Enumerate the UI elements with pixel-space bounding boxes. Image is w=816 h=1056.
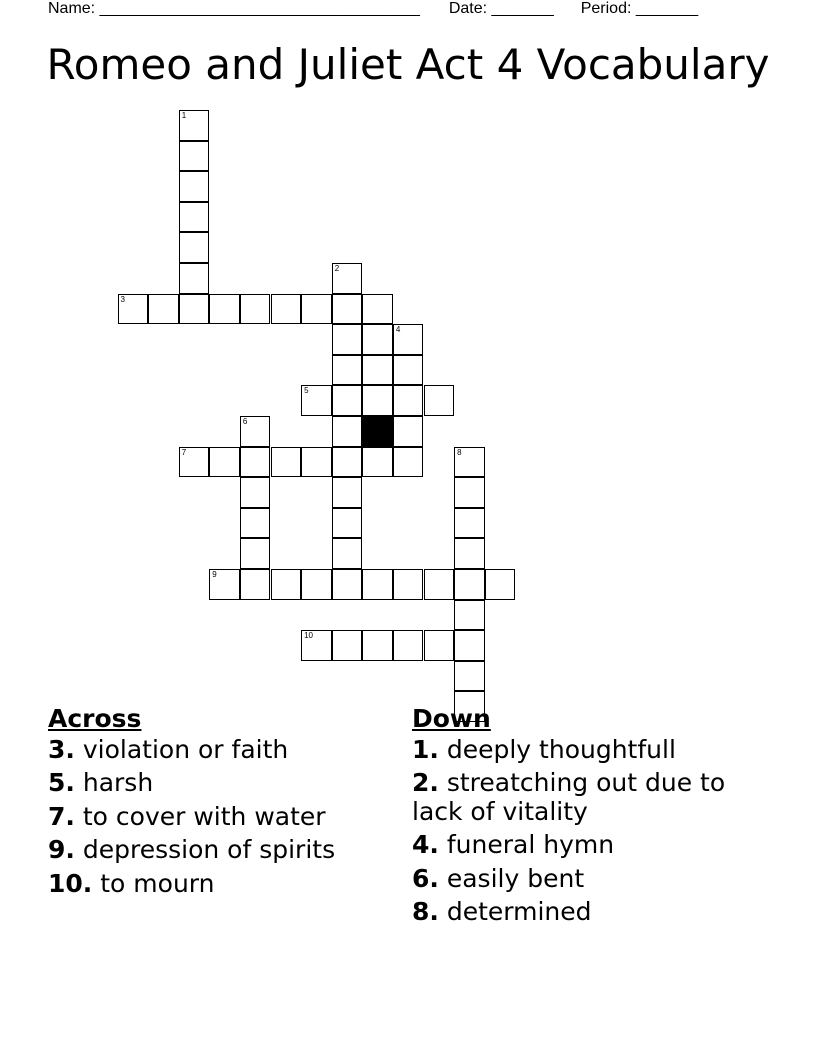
grid-cell[interactable]: [209, 447, 240, 478]
clue-number: 5: [304, 386, 309, 396]
grid-cell[interactable]: [485, 569, 516, 600]
grid-cell[interactable]: [454, 569, 485, 600]
clue-number: 4: [395, 325, 401, 335]
grid-cell[interactable]: [454, 508, 485, 539]
grid-cell[interactable]: [454, 447, 485, 478]
clue-number: 8: [457, 447, 462, 457]
clue-down-1: 1. deeply thoughtfull: [412, 734, 676, 764]
grid-cell[interactable]: [362, 447, 393, 478]
grid-cell[interactable]: [454, 600, 485, 631]
page-title: Romeo and Juliet Act 4 Vocabulary: [46, 40, 770, 89]
clue-across-9: 9. depression of spirits: [48, 835, 336, 864]
grid-cell[interactable]: [332, 385, 363, 416]
grid-cell[interactable]: [393, 447, 424, 478]
clue-number: 7: [181, 447, 187, 457]
grid-cell[interactable]: [179, 141, 210, 172]
grid-cell[interactable]: [393, 355, 424, 386]
grid-cell[interactable]: [301, 447, 332, 478]
black-cell: [362, 416, 393, 447]
across-clues: [48, 702, 388, 903]
grid-cell[interactable]: [301, 569, 332, 600]
clue-number: 3: [120, 294, 125, 304]
grid-cell[interactable]: [271, 447, 302, 478]
clue-number: 1: [181, 111, 187, 120]
grid-cell[interactable]: [118, 294, 149, 325]
clue-down-6: 6. easily bent: [412, 863, 585, 893]
grid-cell[interactable]: [332, 630, 363, 661]
grid-cell[interactable]: [332, 508, 363, 539]
grid-cell[interactable]: [332, 447, 363, 478]
grid-cell[interactable]: [179, 232, 210, 263]
clue-down-8: 8. determined: [412, 897, 592, 926]
grid-cell[interactable]: [362, 569, 393, 600]
clue-number: 9: [212, 570, 217, 579]
grid-cell[interactable]: [179, 202, 210, 233]
across-heading: Across: [48, 704, 142, 733]
grid-cell[interactable]: [393, 385, 424, 416]
grid-cell[interactable]: [362, 355, 393, 386]
grid-cell[interactable]: [301, 385, 332, 416]
grid-cell[interactable]: [332, 569, 363, 600]
grid-cell[interactable]: [332, 538, 363, 569]
grid-cell[interactable]: [179, 110, 210, 141]
down-heading: Down: [412, 704, 491, 733]
clue-across-3: 3. violation or faith: [48, 734, 289, 764]
clue-number: 10: [304, 631, 313, 641]
grid-cell[interactable]: [179, 263, 210, 294]
grid-cell[interactable]: [332, 416, 363, 447]
grid-cell[interactable]: [240, 447, 271, 478]
grid-cell[interactable]: [209, 569, 240, 600]
grid-cell[interactable]: [148, 294, 179, 325]
grid-cell[interactable]: [240, 569, 271, 600]
clue-across-7: 7. to cover with water: [48, 801, 326, 831]
grid-cell[interactable]: [240, 508, 271, 539]
grid-cell[interactable]: [179, 294, 210, 325]
grid-cell[interactable]: [271, 569, 302, 600]
grid-cell[interactable]: [393, 630, 424, 661]
grid-cell[interactable]: [332, 355, 363, 386]
grid-cell[interactable]: [179, 171, 210, 202]
grid-cell[interactable]: [393, 324, 424, 355]
grid-cell[interactable]: [332, 263, 363, 294]
clue-number: 2: [334, 264, 340, 273]
grid-cell[interactable]: [240, 477, 271, 508]
clue-down-2: 2. streatching out due to lack of vitality: [412, 768, 726, 826]
grid-cell[interactable]: [454, 477, 485, 508]
grid-cell[interactable]: [332, 477, 363, 508]
grid-cell[interactable]: [424, 385, 455, 416]
grid-cell[interactable]: [332, 294, 363, 325]
grid-cell[interactable]: [240, 538, 271, 569]
grid-cell[interactable]: [179, 447, 210, 478]
grid-cell[interactable]: [454, 661, 485, 692]
clue-number: 6: [242, 417, 248, 426]
grid-cell[interactable]: [362, 324, 393, 355]
grid-cell[interactable]: [332, 324, 363, 355]
grid-cell[interactable]: [209, 294, 240, 325]
grid-cell[interactable]: [301, 630, 332, 661]
clue-across-5: 5. harsh: [48, 768, 154, 797]
grid-cell[interactable]: [424, 569, 455, 600]
grid-cell[interactable]: [362, 385, 393, 416]
grid-cell[interactable]: [240, 294, 271, 325]
grid-cell[interactable]: [240, 416, 271, 447]
down-clues: [412, 702, 772, 932]
period-field-label[interactable]: Period: _______: [580, 0, 699, 17]
date-field-label[interactable]: Date: _______: [448, 0, 554, 17]
grid-cell[interactable]: [454, 630, 485, 661]
grid-cell[interactable]: [393, 569, 424, 600]
grid-cell[interactable]: [393, 416, 424, 447]
grid-cell[interactable]: [454, 538, 485, 569]
grid-cell[interactable]: [362, 630, 393, 661]
name-field-label[interactable]: Name: ____________________________________: [48, 0, 420, 17]
grid-cell[interactable]: [301, 294, 332, 325]
grid-cell[interactable]: [271, 294, 302, 325]
clue-across-10: 10. to mourn: [48, 868, 215, 898]
grid-cell[interactable]: [362, 294, 393, 325]
clue-down-4: 4. funeral hymn: [412, 830, 615, 859]
grid-cell[interactable]: [424, 630, 455, 661]
